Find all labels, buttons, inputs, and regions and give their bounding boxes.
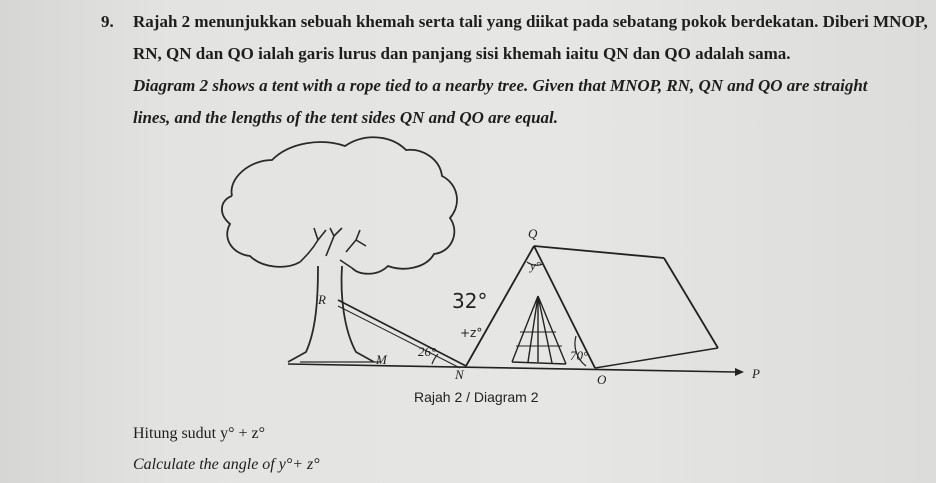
question-line-4-english: lines, and the lengths of the tent sides QN and QO are equal. <box>133 108 559 127</box>
handwritten-32: 32° <box>452 289 488 313</box>
label-angle-26: 26° <box>418 344 437 359</box>
task-english: Calculate the angle of y°+ z° <box>133 456 320 473</box>
label-angle-70: 70° <box>570 348 589 363</box>
tree-trunk <box>288 266 374 362</box>
label-y: y° <box>530 258 541 273</box>
ground-line-mnop <box>288 364 735 372</box>
task-malay: Hitung sudut y° + z° <box>133 425 266 442</box>
label-r: R <box>318 292 326 307</box>
question-line-2-malay: RN, QN dan QO ialah garis lurus dan panjang sisi khemah iaitu QN dan QO adalah sama. <box>133 44 791 63</box>
diagram-caption: Rajah 2 / Diagram 2 <box>414 389 539 405</box>
tree-branches <box>300 228 366 268</box>
label-o: O <box>597 372 607 387</box>
question-line-1-malay: Rajah 2 menunjukkan sebuah khemah serta tali yang diikat pada sebatang pokok berdekatan. Diberi MNOP, <box>133 12 928 31</box>
tent-door <box>512 296 566 364</box>
label-m: M <box>376 352 387 367</box>
label-q: Q <box>528 226 538 241</box>
question-line-3-english: Diagram 2 shows a tent with a rope tied to a nearby tree. Given that MNOP, RN, QN and QO are straight <box>133 76 868 95</box>
tree-crown <box>222 137 457 273</box>
label-n: N <box>455 367 464 382</box>
rope-rn <box>338 300 466 366</box>
label-p: P <box>752 366 760 381</box>
handwritten-note: +z° <box>460 326 483 340</box>
question-number: 9. <box>101 12 114 31</box>
